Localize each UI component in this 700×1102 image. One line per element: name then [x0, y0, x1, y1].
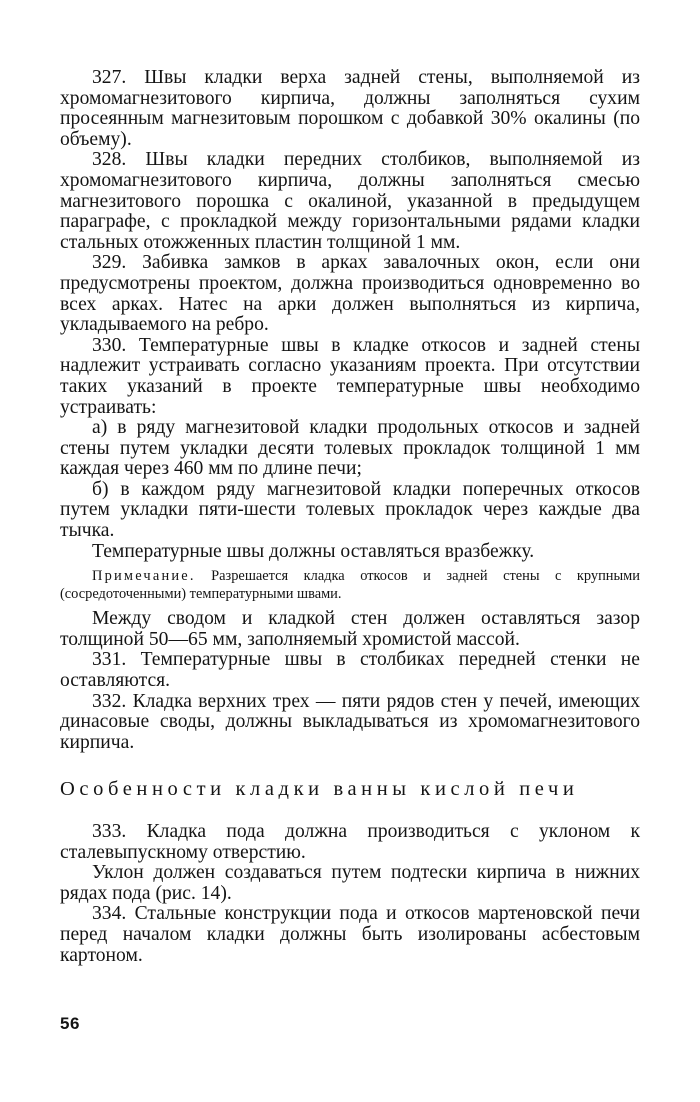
note-label: Примечание. [92, 568, 196, 585]
page-body [60, 68, 640, 966]
page-number: 56 [60, 1014, 80, 1033]
paragraph-333-a: Уклон должен создаваться путем подтески кирпича в нижних рядах пода (рис. 14). [60, 862, 640, 904]
paragraph-334: 334. Стальные конструкции пода и откосов мартеновской печи перед началом кладки должны быть изолированы асбестовым картоном. [60, 903, 640, 966]
paragraph-331: 331. Температурные швы в столбиках передней стенки не оставляются. [60, 649, 640, 692]
paragraph-330-a: а) в ряду магнезитовой кладки продольных откосов и задней стены путем укладки десяти толевых прокладок толщиной 1 мм каждая через 460 мм по длине печи; [60, 417, 640, 480]
note-text: Разрешается кладка откосов и задней стены с крупными (сосредоточенными) температурными швами. [60, 568, 640, 602]
paragraph-330: 330. Температурные швы в кладке откосов и задней стены надлежит устраивать согласно указаниям проекта. При отсутствии таких указаний в проекте температурные швы необходимо устраивать: [60, 334, 640, 418]
paragraph-330-b: б) в каждом ряду магнезитовой кладки поперечных откосов путем укладки пяти-шести толевых прокладок через каждые два тычка. [60, 478, 640, 542]
paragraph-328: 328. Швы кладки передних столбиков, выполняемой из хромомагнезитового кирпича, должны заполняться смесью магнезитового порошка с окалиной, указанной в предыдущем параграфе, с прокладкой между горизонтальными рядами кладки стальных отожженных пластин толщиной 1 мм. [60, 149, 640, 253]
paragraph-327: 327. Швы кладки верха задней стены, выполняемой из хромомагнезитового кирпича, должны заполняться сухим просеянным магнезитовым порошком с добавкой 30% окалины (по объему). [60, 67, 640, 150]
section-heading: Особенности кладки ванны кислой печи [60, 778, 579, 801]
paragraph-330-d: Между сводом и кладкой стен должен оставляться зазор толщиной 50—65 мм, заполняемый хромистой массой. [60, 608, 640, 650]
paragraph-333: 333. Кладка пода должна производиться с уклоном к сталевыпускному отверстию. [60, 821, 640, 863]
paragraph-332: 332. Кладка верхних трех — пяти рядов стен у печей, имеющих динасовые своды, должны выкладываться из хромомагнезитового кирпича. [60, 690, 640, 753]
paragraph-329: 329. Забивка замков в арках завалочных окон, если они предусмотрены проектом, должна производиться одновременно во всех арках. Натес на арки должен выполняться из кирпича, укладываемого на ребро. [60, 252, 640, 336]
note [60, 568, 640, 603]
paragraph-330-c: Температурные швы должны оставляться вразбежку. [92, 540, 535, 562]
